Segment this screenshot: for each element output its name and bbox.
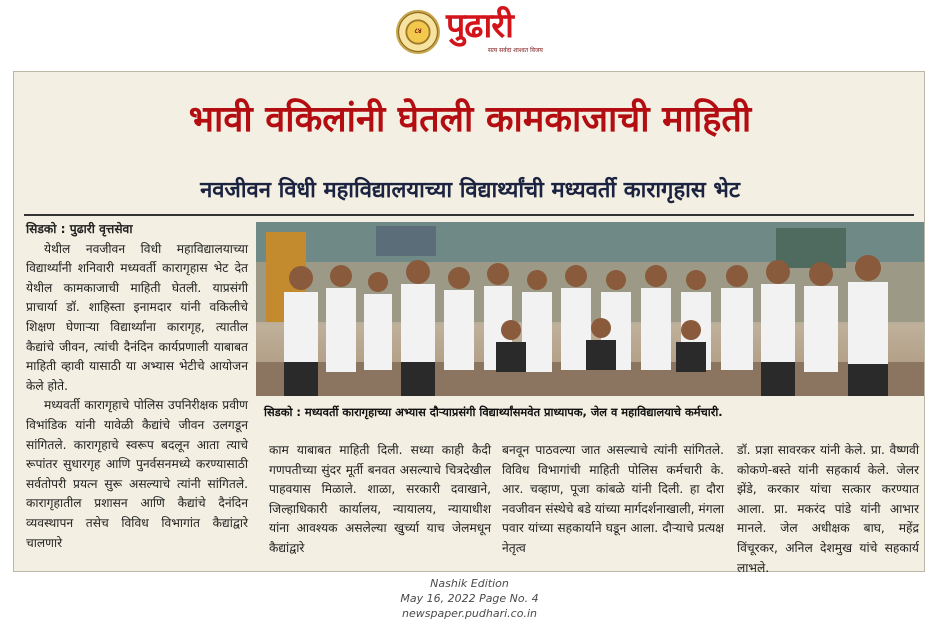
photo-caption: सिडको : मध्यवर्ती कारागृहाच्या अभ्यास दौऱ्याप्रसंगी विद्यार्थ्यांसमवेत प्राध्यापक, जेल व महाविद्यालयाचे कर्मचारी. <box>264 405 723 419</box>
paragraph: काम याबाबत माहिती दिली. सध्या काही कैदी गणपतीच्या सुंदर मूर्ती बनवत असल्याचे चित्रदेखील पाहवयास मिळाले. शाळा, सरकारी दवाखाने, जिल्हाधिकारी कार्यालय, न्यायालय, न्यायाधीश यांना आवश्यक असलेल्या खुर्च्या याच जेलमधून कैद्यांद्वारे <box>269 443 491 555</box>
dateline: सिडको : पुढारी वृत्तसेवा <box>26 222 133 236</box>
edition-footer <box>0 576 939 621</box>
divider <box>24 214 914 216</box>
masthead <box>0 0 939 70</box>
article-column-1 <box>26 220 248 565</box>
article-column-2 <box>269 441 491 565</box>
group-photo <box>256 222 924 396</box>
article-column-3 <box>502 441 724 565</box>
edition-date-page: May 16, 2022 Page No. 4 <box>400 592 539 605</box>
edition-name: Nashik Edition <box>430 577 509 590</box>
paragraph: बनवून पाठवल्या जात असल्याचे त्यांनी सांगितले. विविध विभागांची माहिती पोलिस कर्मचारी के. आर. चव्हाण, पूजा कांबळे यांनी दिली. हा दौरा नवजीवन संस्थेचे बडे यांच्या मार्गदर्शनाखाली, मंगला पवार यांच्या सहकार्याने घडून आला. दौऱ्याचे प्रत्यक्ष नेतृत्व <box>502 443 724 555</box>
paragraph: डॉ. प्रज्ञा सावरकर यांनी केले. प्रा. वैष्णवी कोकणे-बस्ते यांनी सहकार्य केले. जेलर झेंडे, करकार यांचा सत्कार करण्यात आला. प्रा. मकरंद पांडे यांनी आभार मानले. जेल अधीक्षक बाघ, महेंद्र विंचूरकर, अनिल देशमुख यांचे सहकार्य लाभले. <box>737 443 919 575</box>
article-column-4 <box>737 441 919 575</box>
subheadline: नवजीवन विधी महाविद्यालयाच्या विद्यार्थ्यांची मध्यवर्ती कारागृहास भेट <box>200 178 740 203</box>
paragraph: येथील नवजीवन विधी महाविद्यालयाच्या विद्यार्थ्यांनी शनिवारी मध्यवर्ती कारागृहास भेट देत येथील कामकाजाची माहिती घेतली. याप्रसंगी प्राचार्या डॉ. शाहिस्ता इनामदार यांनी वकिलीचे शिक्षण घेणाऱ्या विद्यार्थ्यांना कारागृह, त्यातील कैद्यांचे जीवन, त्यांची दैनंदिन कार्यप्रणाली याबाबत माहिती व्हावी यासाठी या अभ्यास भेटीचे आयोजन केले होते. <box>26 241 248 393</box>
brand-tagline: सत्य सर्वदा शाश्वत विजय <box>488 47 543 54</box>
group-photo-illustration <box>256 222 924 396</box>
newspaper-clipping <box>13 71 925 575</box>
edition-url: newspaper.pudhari.co.in <box>402 607 537 620</box>
anniversary-seal-icon: ८४ <box>396 10 440 54</box>
headline: भावी वकिलांनी घेतली कामकाजाची माहिती <box>188 99 752 140</box>
paragraph: मध्यवर्ती कारागृहाचे पोलिस उपनिरीक्षक प्रवीण विभांडिक यांनी यावेळी कैद्यांचे जीवन उलगडून सांगितले. कारागृहाचे स्वरूप बदलून आता त्याचे रूपांतर सुधारगृह आणि पुनर्वसनमध्ये करण्यासाठी सर्वतोपरी प्रयत्न सुरू असल्याचे त्यांनी सांगितले. कारागृहातील प्रशासन आणि कैद्यांचे दैनंदिन व्यवस्थापन तसेच विविध विभागांत कैद्यांद्वारे चालणारे <box>26 398 248 550</box>
brand-logo: पुढारी <box>446 6 513 46</box>
